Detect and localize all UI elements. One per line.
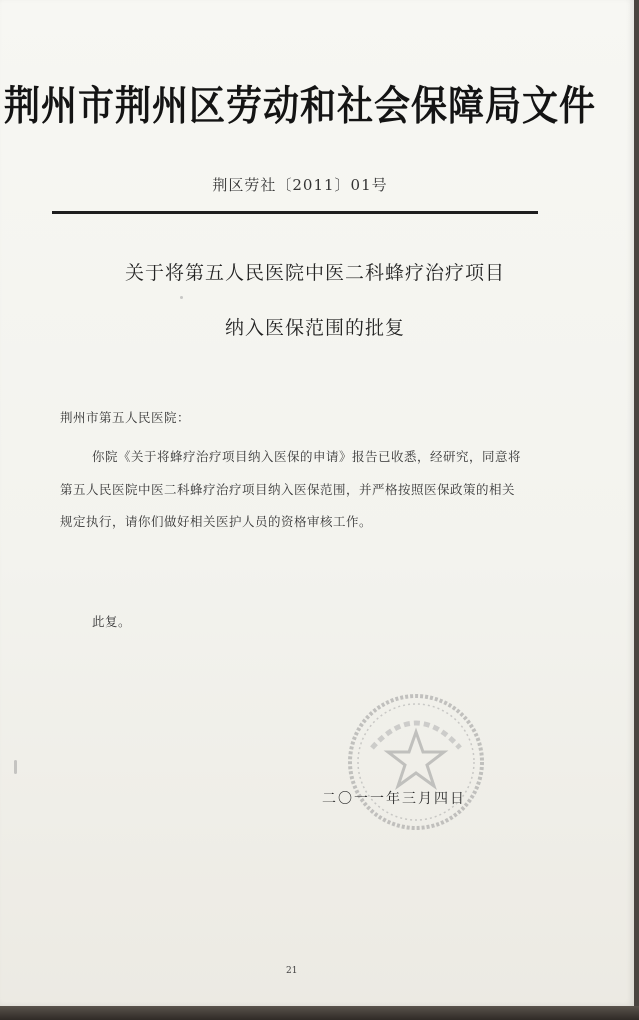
official-seal-icon — [342, 688, 490, 836]
background-surface — [0, 1006, 639, 1020]
document-date: 二〇一一年三月四日 — [322, 791, 466, 807]
org-title: 荆州市荆州区劳动和社会保障局文件 — [3, 82, 596, 130]
document-title-line2: 纳入医保范围的批复 — [224, 317, 405, 339]
recipient: 荆州市第五人民医院： — [60, 410, 191, 425]
paper-speck — [180, 296, 183, 299]
document-number: 荆区劳社〔2011〕01号 — [212, 176, 388, 194]
closing-remark: 此复。 — [92, 614, 132, 629]
paragraph-line: 你院《关于将蜂疗治疗项目纳入医保的申请》报告已收悉，经研究，同意将 — [92, 449, 522, 464]
paper-speck — [14, 760, 17, 774]
paragraph-line: 第五人民医院中医二科蜂疗治疗项目纳入医保范围，并严格按照医保政策的相关 — [60, 482, 516, 497]
header-divider — [52, 211, 538, 214]
document-title-line1: 关于将第五人民医院中医二科蜂疗治疗项目 — [124, 262, 505, 284]
page-number: 21 — [286, 966, 298, 976]
document-header — [0, 78, 600, 129]
paragraph-line: 规定执行，请你们做好相关医护人员的资格审核工作。 — [60, 514, 373, 529]
